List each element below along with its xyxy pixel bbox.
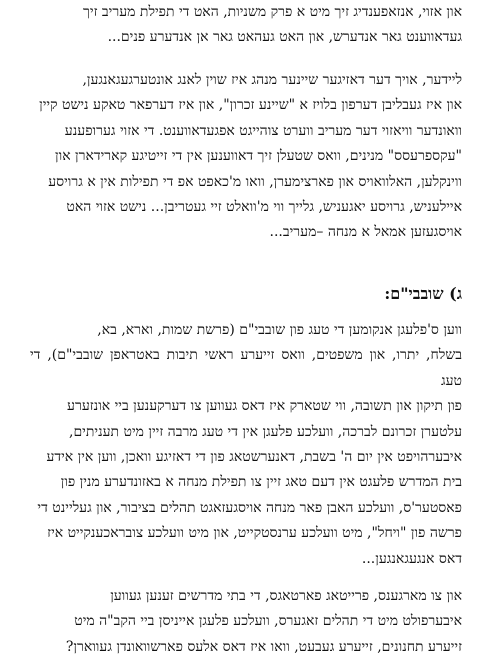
text-line: ווינקלען, האלוואויס און פארצימערן, וואו מ'כאפט אפ די תפילות אין א גרויסע (48, 173, 462, 190)
text-line: אויסגעזען אמאל א מנחה –מעריב... (269, 224, 462, 241)
text-line: "עקספרעסס" מנינים, וואס שטעלן זיך דאווענען אין די זייטיגע קארידארן און (55, 148, 462, 165)
text-line: איבערהויפט אין יום ה' בשבת, דאנערשטאג פון די דאזיגע וואכן, ווען אין אידע (46, 449, 462, 466)
text-line: ליידער, אויך דער דאזיגער שיינער מנהג איז שוין לאנג אונטערגעגאנגען, (82, 72, 462, 88)
text-line: פון תיקון און תשובה, ווי שטארק איז דאס געווען צו דערקענען ביי אונזערע (67, 398, 462, 415)
text-line: איילעניש, גרויסע יאגעניש, גלייך ווי מ'וואלט זיי געטריבן... נישט אזוי האט (66, 199, 462, 216)
paragraph-section-1 (30, 318, 462, 572)
paragraph-section-2 (30, 584, 462, 660)
section-heading: ג) שובבי"ם: (384, 284, 462, 303)
text-line: דאס אנגעגאנגען... (361, 550, 462, 567)
text-line: וואונדער וויאזוי דער מעריב ווערט צוהייגט אפגעדאווענט. די אזוי גערופענע (64, 122, 462, 139)
text-line: און איז געבליבן דערפון בלויז א "שיינע זכרון", און איז דערפאר טאקע נישט קיין (39, 97, 462, 114)
text-line: בית המדרש פלעגט אין דעם טאג זיין צו תפילת מנחה א באזונדערע מנין פון (60, 474, 462, 491)
text-line: געדאווענט גאר אנדערש, און האט געהאט גאר אן אנדערע פנים... (107, 29, 462, 46)
text-line: בשלח, יתרו, און משפטים, וואס זייערע ראשי תיבות באטראפן שובבי"ם), די טעג (30, 347, 462, 389)
text-line: פאסטער'ס, וועלכע האבן פאר מנחה אויסגעזאגט תהלים בציבור, און געליינט די (37, 499, 462, 516)
text-line: און אזוי, אנזאפענדיג זיך מיט א פרק משניות, האט די תפילת מעריב זיך (83, 4, 462, 20)
text-line: זייערע תחנונים, זייערע געבעט, וואו איז דאס אלעס פארשוואונדן געווארן? (65, 638, 462, 655)
text-line: עלטערן זכרונם לברכה, וועלכע פלעגן אין די טעג מרבה זיין מיט תעניתים, (69, 423, 462, 440)
text-line: פרשה פון "ויחל", מיט וועלכע ערנסטקייט, און מיט וועלכע צובראכענקייט איז (47, 525, 462, 542)
document-page (30, 0, 462, 663)
paragraph-intro-2 (30, 68, 462, 246)
text-line: איבערפולט מיט די תהלים זאגערס, וועלכע פלעגן אייניסן ביי הקב"ה מיט (74, 613, 462, 630)
text-line: ווען ס'פלעגן אנקומען די טעג פון שובבי"ם (פרשת שמות, וארא, בא, (97, 322, 462, 338)
paragraph-intro-1 (30, 0, 462, 51)
text-line: און צו מארגענס, פרייטאג פארטאגס, די בתי מדרשים זענען געווען (110, 588, 462, 604)
